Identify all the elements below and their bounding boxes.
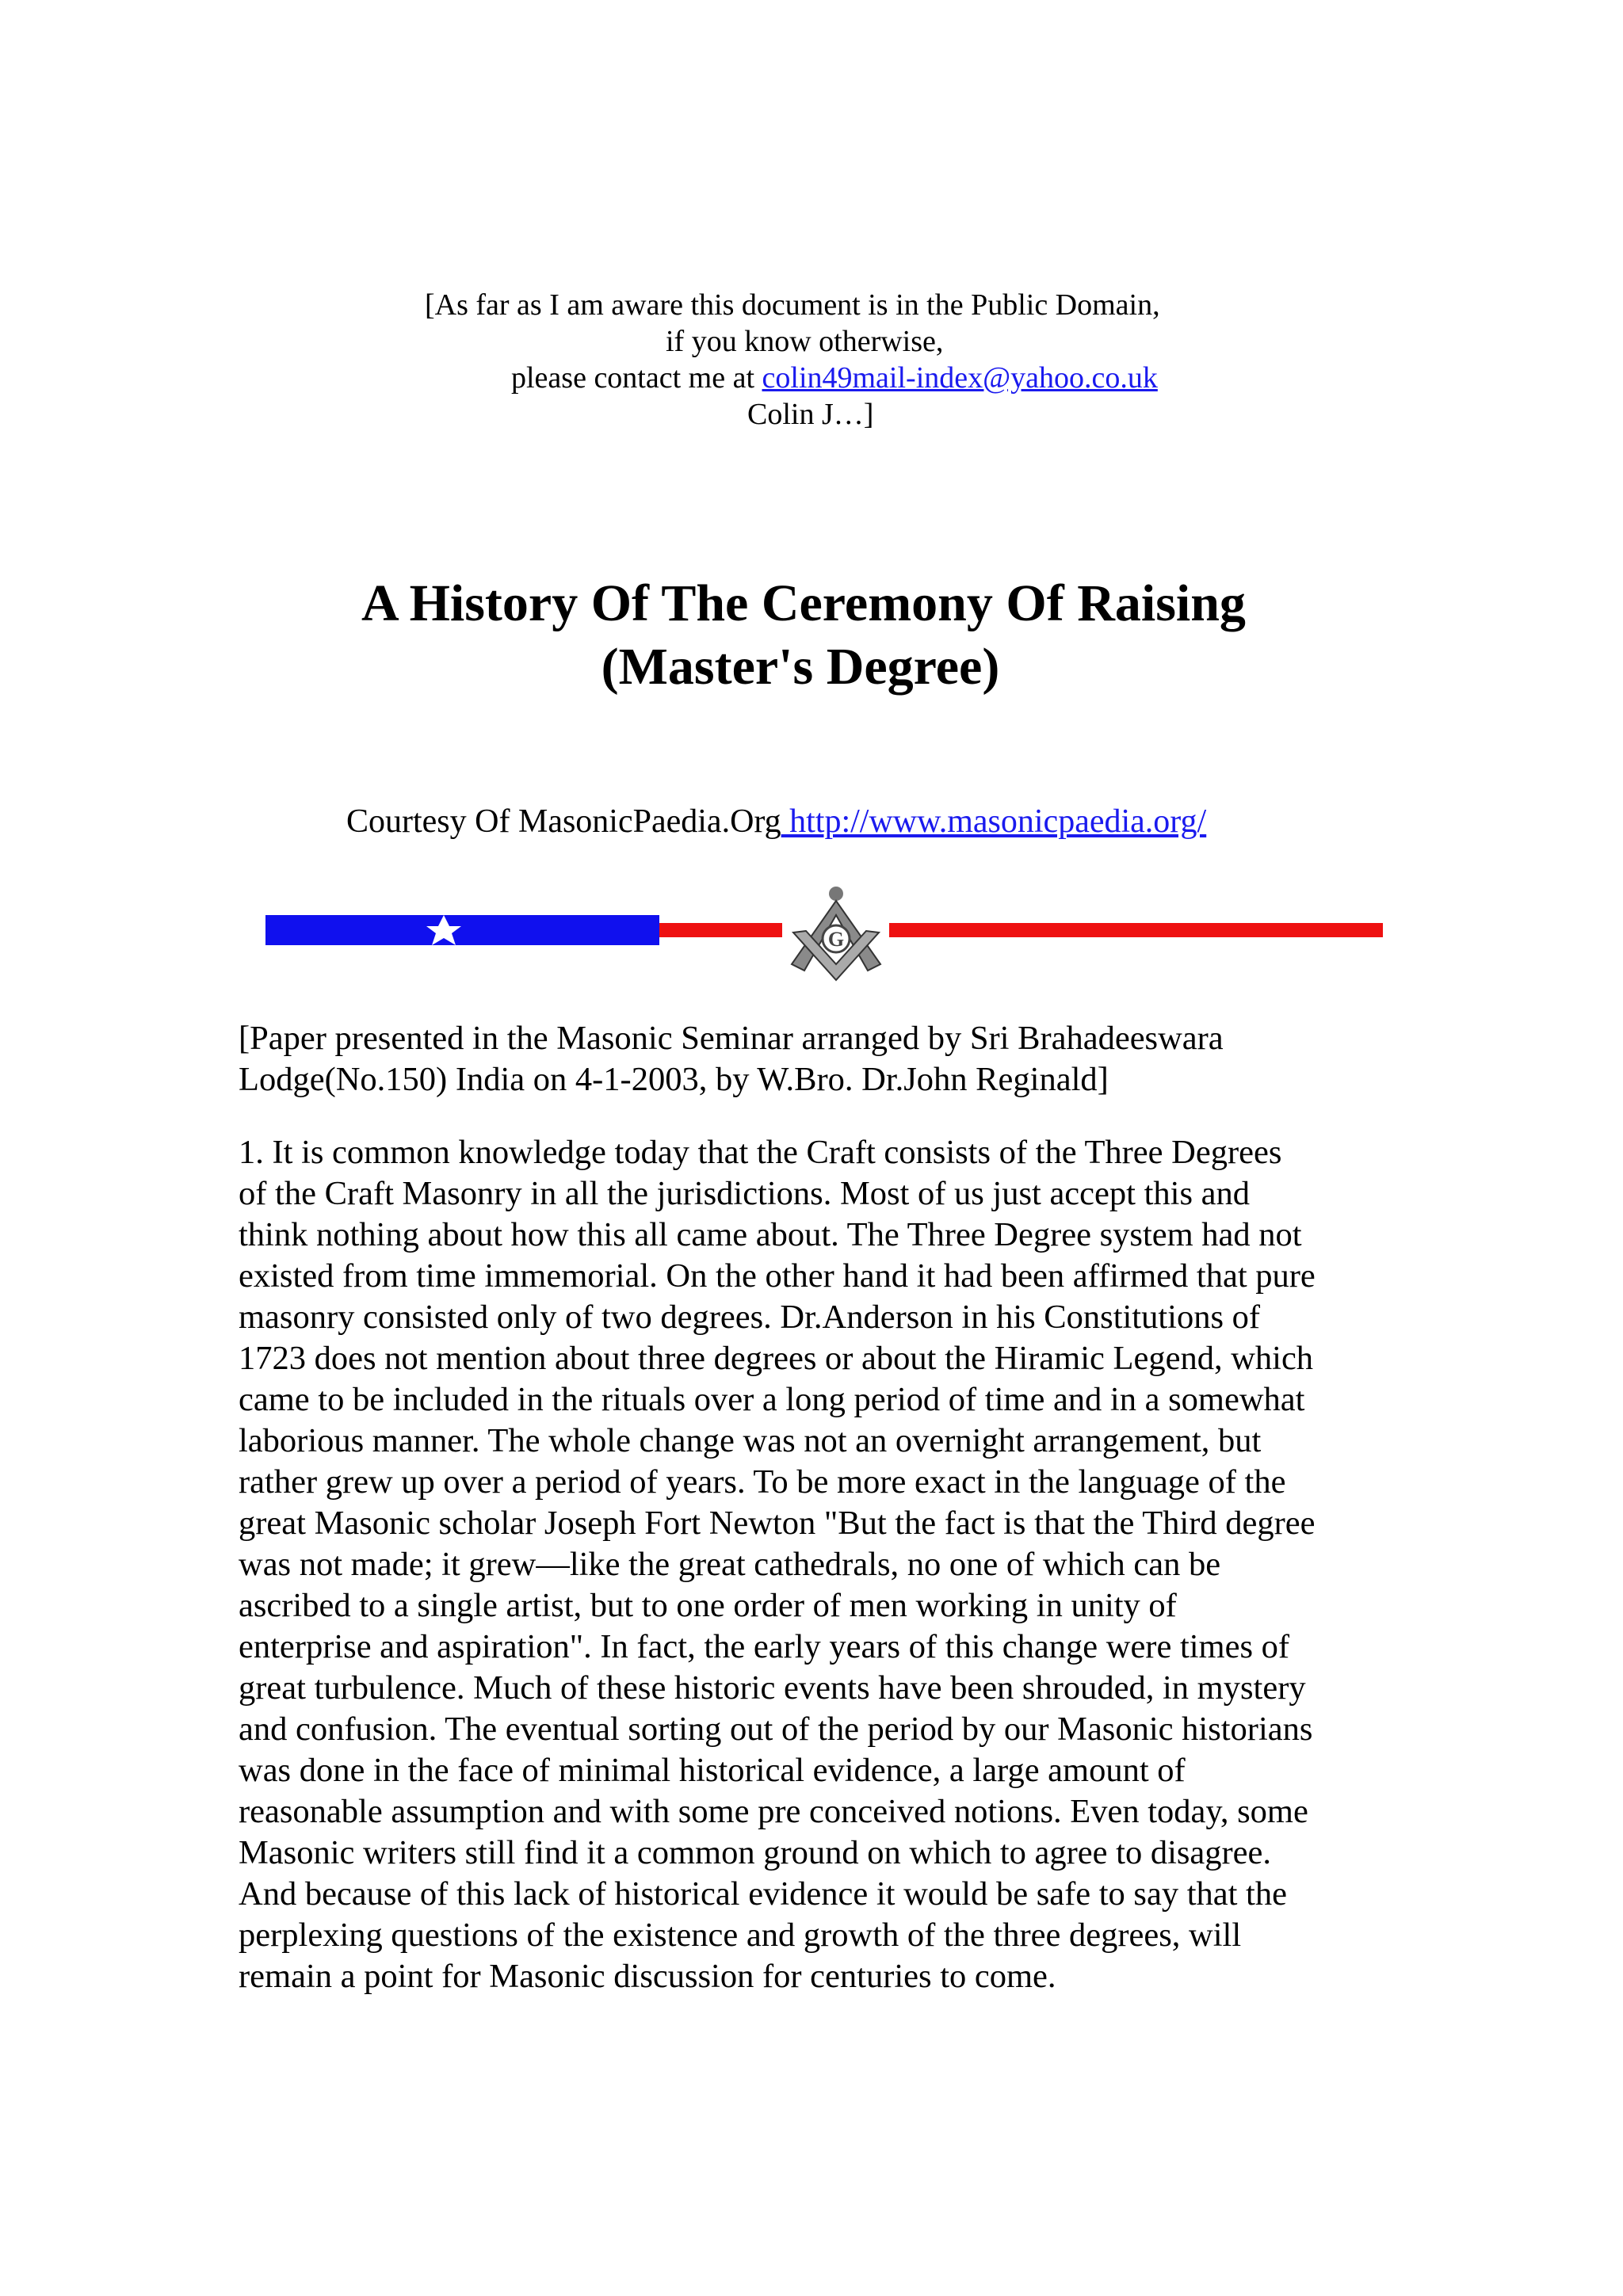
paragraph-line: 1723 does not mention about three degrees or about the Hiramic Legend, which: [239, 1340, 1314, 1377]
notice-line-1: [As far as I am aware this document is in the Public Domain,: [425, 288, 1160, 322]
document-title: [0, 572, 1623, 699]
paragraph-line: enterprise and aspiration". In fact, the early years of this change were times of: [239, 1628, 1290, 1665]
notice-line-3: [511, 360, 1158, 396]
courtesy-text: Courtesy Of MasonicPaedia.Org: [346, 803, 781, 840]
paragraph-line: And because of this lack of historical evidence it would be safe to say that the: [239, 1875, 1287, 1913]
paragraph-line: great turbulence. Much of these historic events have been shrouded, in mystery: [239, 1669, 1306, 1707]
square-compass-icon: [792, 887, 880, 980]
contact-email-link[interactable]: colin49mail-index@yahoo.co.uk: [762, 361, 1158, 395]
notice-contact-text: please contact me at: [511, 361, 762, 395]
paragraph-line: Masonic writers still find it a common ground on which to agree to disagree.: [239, 1834, 1272, 1871]
paragraph-line: great Masonic scholar Joseph Fort Newton "But the fact is that the Third degree: [239, 1505, 1316, 1542]
emblem-letter: G: [827, 928, 845, 951]
paragraph-line: perplexing questions of the existence and growth of the three degrees, will: [239, 1917, 1242, 1954]
title-line-2: (Master's Degree): [601, 638, 1000, 696]
paragraph-line: was not made; it grew—like the great cathedrals, no one of which can be: [239, 1546, 1221, 1583]
paragraph-line: came to be included in the rituals over a long period of time and in a somewhat: [239, 1381, 1305, 1418]
paragraph-line: of the Craft Masonry in all the jurisdictions. Most of us just accept this and: [239, 1175, 1250, 1212]
document-body: [239, 1018, 1396, 1997]
paragraph-line: laborious manner. The whole change was not an overnight arrangement, but: [239, 1422, 1262, 1459]
blue-bar: [265, 915, 659, 945]
paragraph-line: ascribed to a single artist, but to one order of men working in unity of: [239, 1587, 1177, 1624]
paragraph-1: [239, 1132, 1396, 1997]
paragraph-line: existed from time immemorial. On the other hand it had been affirmed that pure: [239, 1257, 1316, 1295]
title-line-1: A History Of The Ceremony Of Raising: [361, 574, 1246, 632]
intro-line: [Paper presented in the Masonic Seminar arranged by Sri Brahadeeswara: [239, 1020, 1224, 1057]
divider-banner: [265, 875, 1383, 986]
paragraph-line: reasonable assumption and with some pre conceived notions. Even today, some: [239, 1793, 1308, 1830]
paragraph-line: think nothing about how this all came about. The Three Degree system had not: [239, 1216, 1302, 1253]
intro-line: Lodge(No.150) India on 4-1-2003, by W.Bro. Dr.John Reginald]: [239, 1061, 1109, 1098]
paragraph-line: remain a point for Masonic discussion for centuries to come.: [239, 1958, 1056, 1995]
paragraph-line: 1. It is common knowledge today that the Craft consists of the Three Degrees: [239, 1134, 1282, 1171]
notice-line-2: if you know otherwise,: [666, 325, 944, 358]
masonicpaedia-link[interactable]: http://www.masonicpaedia.org/: [781, 803, 1207, 840]
red-bar-left: [659, 923, 782, 937]
notice-signature: Colin J…]: [747, 398, 874, 431]
paragraph-line: masonry consisted only of two degrees. Dr.Anderson in his Constitutions of: [239, 1299, 1261, 1336]
intro-paragraph: [239, 1018, 1396, 1100]
paragraph-line: and confusion. The eventual sorting out of the period by our Masonic historians: [239, 1711, 1313, 1748]
paragraph-line: was done in the face of minimal historical evidence, a large amount of: [239, 1752, 1186, 1789]
paragraph-line: rather grew up over a period of years. To be more exact in the language of the: [239, 1463, 1286, 1501]
courtesy-line: [346, 801, 1206, 842]
red-bar-right: [889, 923, 1383, 937]
